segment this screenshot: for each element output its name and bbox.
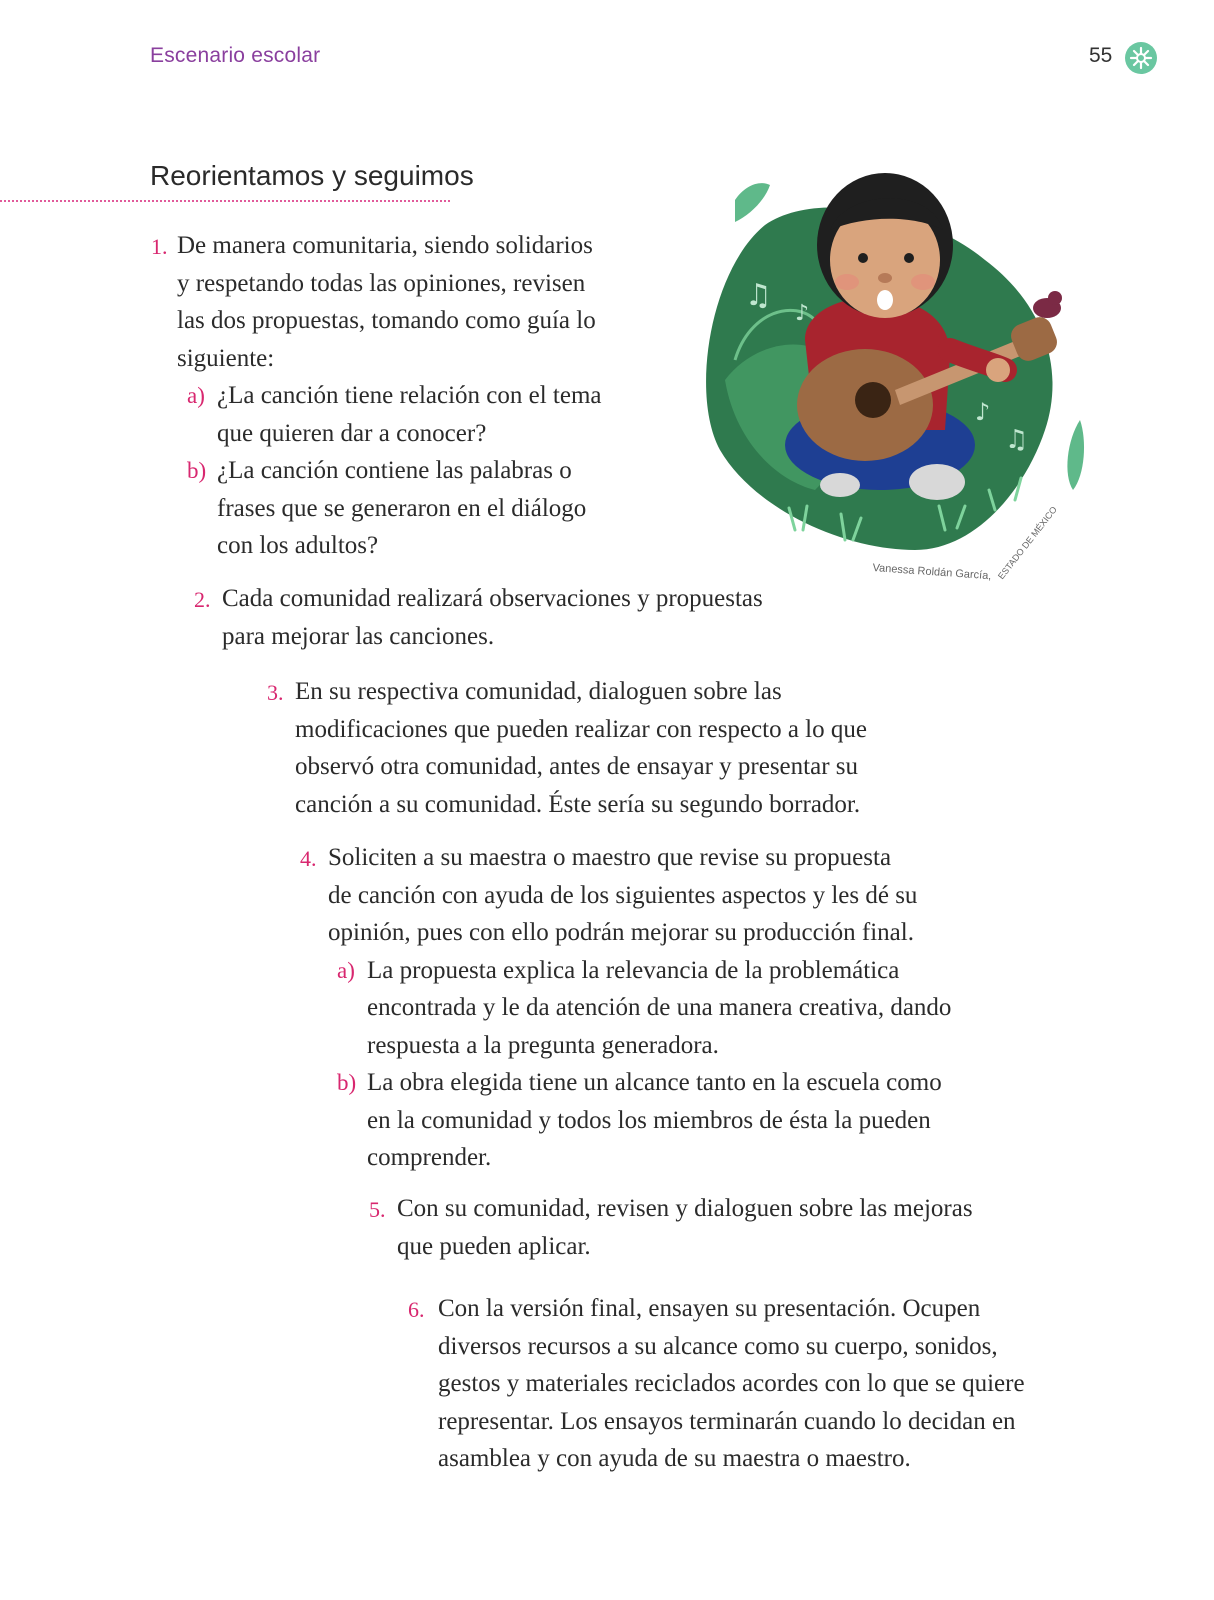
item-line: de canción con ayuda de los siguientes aspectos y les dé su	[328, 881, 918, 909]
item-line: En su respectiva comunidad, dialoguen sobre las	[295, 678, 782, 705]
item-line: Soliciten a su maestra o maestro que revise su propuesta	[328, 844, 892, 871]
item-line: Con la versión final, ensayen su presentación. Ocupen	[438, 1295, 981, 1322]
subitem-letter: b)	[337, 1070, 357, 1095]
item-line: comprender.	[367, 1144, 492, 1171]
item-number: 1.	[151, 234, 168, 259]
svg-text:♪: ♪	[975, 398, 991, 426]
list-item-2	[194, 580, 842, 655]
item-line: respuesta a la pregunta generadora.	[367, 1031, 719, 1059]
svg-text:♫: ♫	[745, 278, 772, 313]
item-line: ¿La canción tiene relación con el tema	[217, 382, 602, 409]
svg-text:♫: ♫	[1005, 425, 1029, 455]
item-line: gestos y materiales reciclados acordes con lo que se quiere	[438, 1370, 1025, 1397]
item-line: opinión, pues con ello podrán mejorar su producción final.	[328, 919, 914, 946]
item-line: De manera comunitaria, siendo solidarios	[177, 232, 593, 259]
subitem-a	[177, 377, 647, 452]
svg-text:♪: ♪	[795, 301, 810, 326]
title-divider	[0, 200, 450, 202]
item-line: siguiente:	[177, 344, 275, 372]
item-line: en la comunidad y todos los miembros de ésta la pueden	[367, 1106, 931, 1134]
item-number: 6.	[408, 1297, 425, 1322]
item-line: La propuesta explica la relevancia de la problemática	[367, 956, 900, 984]
item-line: observó otra comunidad, antes de ensayar y presentar su	[295, 753, 859, 780]
subitem-b	[177, 452, 647, 565]
item-number: 4.	[300, 846, 317, 871]
child-playing-guitar-illustration	[695, 130, 1095, 590]
item-number: 5.	[369, 1197, 386, 1222]
list-item-3	[267, 673, 935, 823]
item-line: para mejorar las canciones.	[222, 622, 495, 650]
list-item-5	[369, 1190, 1037, 1265]
item-line: con los adultos?	[217, 532, 379, 559]
item-line: asamblea y con ayuda de su maestra o maestro.	[438, 1445, 911, 1472]
item-line: frases que se generaron en el diálogo	[217, 494, 587, 522]
illustration-credit-place: ESTADO DE MÉXICO	[996, 504, 1059, 582]
page-number: 55	[1089, 44, 1113, 67]
list-item-6	[408, 1290, 1098, 1478]
list-item-4	[300, 839, 1008, 1177]
item-line: las dos propuestas, tomando como guía lo	[177, 307, 596, 334]
item-line: Cada comunidad realizará observaciones y propuestas	[222, 585, 763, 612]
section-title: Reorientamos y seguimos	[150, 160, 474, 191]
item-number: 3.	[267, 680, 284, 705]
flower-ornament-icon	[1124, 41, 1158, 75]
subitem-a	[328, 952, 1008, 1065]
item-line: representar. Los ensayos terminarán cuando lo decidan en	[438, 1407, 1016, 1435]
subitem-letter: a)	[337, 957, 355, 983]
item-number: 2.	[194, 587, 211, 612]
item-line: y respetando todas las opiniones, revisen	[177, 269, 586, 297]
subitem-letter: b)	[187, 458, 207, 483]
item-line: La obra elegida tiene un alcance tanto en la escuela como	[367, 1069, 942, 1096]
item-line: Con su comunidad, revisen y dialoguen sobre las mejoras	[397, 1195, 973, 1222]
illustration-credit: Vanessa Roldán García,	[872, 562, 992, 583]
item-line: canción a su comunidad. Éste sería su segundo borrador.	[295, 790, 861, 818]
subitem-letter: a)	[187, 383, 205, 408]
item-line: encontrada y le da atención de una manera creativa, dando	[367, 994, 952, 1021]
item-line: que quieren dar a conocer?	[217, 419, 487, 447]
subitem-b	[328, 1064, 1008, 1177]
running-head: Escenario escolar	[150, 44, 321, 67]
item-line: ¿La canción contiene las palabras o	[217, 457, 572, 484]
list-item-1	[151, 227, 647, 565]
item-line: que pueden aplicar.	[397, 1232, 591, 1260]
item-line: diversos recursos a su alcance como su cuerpo, sonidos,	[438, 1332, 998, 1360]
item-line: modificaciones que pueden realizar con respecto a lo que	[295, 715, 867, 743]
